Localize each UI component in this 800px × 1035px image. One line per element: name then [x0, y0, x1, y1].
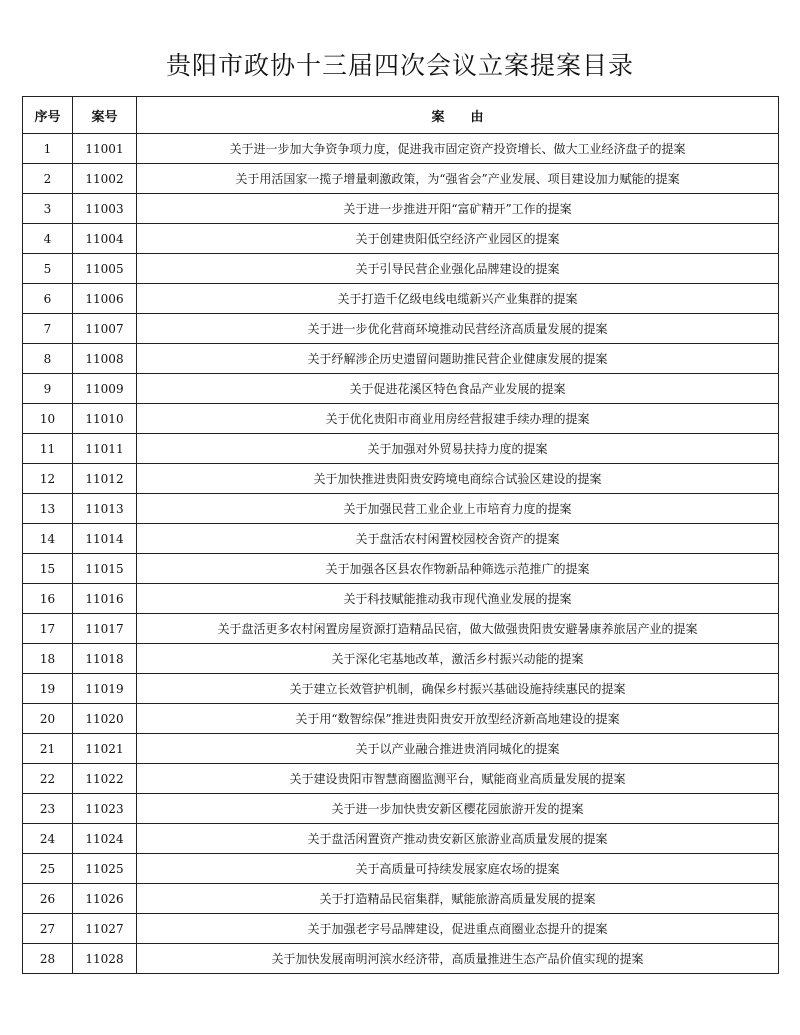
row-seq: 16 [23, 584, 73, 614]
row-reason: 关于进一步推进开阳“富矿精开”工作的提案 [137, 194, 779, 224]
row-case-no: 11026 [73, 884, 137, 914]
row-reason: 关于纾解涉企历史遗留问题助推民营企业健康发展的提案 [137, 344, 779, 374]
table-row [23, 404, 779, 434]
table-row [23, 854, 779, 884]
row-seq: 23 [23, 794, 73, 824]
row-seq: 24 [23, 824, 73, 854]
row-case-no: 11002 [73, 164, 137, 194]
table-row [23, 644, 779, 674]
row-case-no: 11009 [73, 374, 137, 404]
row-reason: 关于加快发展南明河滨水经济带，高质量推进生态产品价值实现的提案 [137, 944, 779, 974]
row-seq: 27 [23, 914, 73, 944]
row-reason: 关于加强各区县农作物新品种筛选示范推广的提案 [137, 554, 779, 584]
table-row [23, 824, 779, 854]
row-seq: 11 [23, 434, 73, 464]
row-reason: 关于优化贵阳市商业用房经营报建手续办理的提案 [137, 404, 779, 434]
row-reason: 关于创建贵阳低空经济产业园区的提案 [137, 224, 779, 254]
row-reason: 关于进一步加大争资争项力度，促进我市固定资产投资增长、做大工业经济盘子的提案 [137, 134, 779, 164]
row-case-no: 11008 [73, 344, 137, 374]
row-case-no: 11012 [73, 464, 137, 494]
row-seq: 26 [23, 884, 73, 914]
table-row [23, 674, 779, 704]
row-reason: 关于打造千亿级电线电缆新兴产业集群的提案 [137, 284, 779, 314]
row-seq: 12 [23, 464, 73, 494]
row-seq: 28 [23, 944, 73, 974]
row-case-no: 11019 [73, 674, 137, 704]
table-row [23, 584, 779, 614]
row-case-no: 11025 [73, 854, 137, 884]
row-reason: 关于用“数智综保”推进贵阳贵安开放型经济新高地建设的提案 [137, 704, 779, 734]
row-reason: 关于高质量可持续发展家庭农场的提案 [137, 854, 779, 884]
row-seq: 18 [23, 644, 73, 674]
proposal-catalog-table [22, 96, 779, 974]
table-row [23, 554, 779, 584]
row-seq: 14 [23, 524, 73, 554]
row-case-no: 11014 [73, 524, 137, 554]
row-reason: 关于引导民营企业强化品牌建设的提案 [137, 254, 779, 284]
row-reason: 关于加强对外贸易扶持力度的提案 [137, 434, 779, 464]
row-case-no: 11022 [73, 764, 137, 794]
header-reason-label: 案由 [431, 109, 510, 125]
row-case-no: 11005 [73, 254, 137, 284]
row-reason: 关于用活国家一揽子增量刺激政策，为“强省会”产业发展、项目建设加力赋能的提案 [137, 164, 779, 194]
table-row [23, 164, 779, 194]
row-case-no: 11021 [73, 734, 137, 764]
row-case-no: 11010 [73, 404, 137, 434]
table-row [23, 374, 779, 404]
table-row [23, 494, 779, 524]
row-reason: 关于以产业融合推进贵消同城化的提案 [137, 734, 779, 764]
row-seq: 8 [23, 344, 73, 374]
row-reason: 关于建立长效管护机制，确保乡村振兴基础设施持续惠民的提案 [137, 674, 779, 704]
row-reason: 关于科技赋能推动我市现代渔业发展的提案 [137, 584, 779, 614]
table-row [23, 914, 779, 944]
row-seq: 15 [23, 554, 73, 584]
row-case-no: 11006 [73, 284, 137, 314]
row-reason: 关于打造精品民宿集群，赋能旅游高质量发展的提案 [137, 884, 779, 914]
row-case-no: 11017 [73, 614, 137, 644]
table-body [23, 134, 779, 974]
table-row [23, 434, 779, 464]
table-row [23, 254, 779, 284]
table-row [23, 884, 779, 914]
row-case-no: 11028 [73, 944, 137, 974]
table-row [23, 314, 779, 344]
row-reason: 关于盘活农村闲置校园校舍资产的提案 [137, 524, 779, 554]
table-row [23, 344, 779, 374]
row-seq: 6 [23, 284, 73, 314]
document-title: 贵阳市政协十三届四次会议立案提案目录 [165, 51, 634, 80]
row-reason: 关于盘活更多农村闲置房屋资源打造精品民宿，做大做强贵阳贵安避暑康养旅居产业的提案 [137, 614, 779, 644]
row-reason: 关于进一步加快贵安新区樱花园旅游开发的提案 [137, 794, 779, 824]
row-reason: 关于加快推进贵阳贵安跨境电商综合试验区建设的提案 [137, 464, 779, 494]
row-seq: 19 [23, 674, 73, 704]
row-reason: 关于深化宅基地改革，激活乡村振兴动能的提案 [137, 644, 779, 674]
row-case-no: 11007 [73, 314, 137, 344]
row-seq: 22 [23, 764, 73, 794]
row-case-no: 11016 [73, 584, 137, 614]
row-seq: 1 [23, 134, 73, 164]
row-reason: 关于进一步优化营商环境推动民营经济高质量发展的提案 [137, 314, 779, 344]
row-seq: 9 [23, 374, 73, 404]
row-case-no: 11023 [73, 794, 137, 824]
row-reason: 关于建设贵阳市智慧商圈监测平台，赋能商业高质量发展的提案 [137, 764, 779, 794]
row-case-no: 11015 [73, 554, 137, 584]
row-case-no: 11001 [73, 134, 137, 164]
row-seq: 3 [23, 194, 73, 224]
row-seq: 10 [23, 404, 73, 434]
row-seq: 25 [23, 854, 73, 884]
table-row [23, 734, 779, 764]
table-row [23, 224, 779, 254]
table-row [23, 194, 779, 224]
header-seq: 序号 [23, 97, 73, 134]
table-row [23, 794, 779, 824]
row-case-no: 11018 [73, 644, 137, 674]
row-seq: 20 [23, 704, 73, 734]
row-case-no: 11004 [73, 224, 137, 254]
row-reason: 关于加强老字号品牌建设，促进重点商圈业态提升的提案 [137, 914, 779, 944]
row-seq: 17 [23, 614, 73, 644]
table-header-row [23, 97, 779, 134]
row-case-no: 11003 [73, 194, 137, 224]
row-reason: 关于加强民营工业企业上市培育力度的提案 [137, 494, 779, 524]
table-row [23, 464, 779, 494]
row-case-no: 11027 [73, 914, 137, 944]
table-row [23, 284, 779, 314]
row-seq: 5 [23, 254, 73, 284]
row-reason: 关于盘活闲置资产推动贵安新区旅游业高质量发展的提案 [137, 824, 779, 854]
header-reason [137, 97, 779, 134]
row-seq: 2 [23, 164, 73, 194]
row-seq: 7 [23, 314, 73, 344]
table-row [23, 764, 779, 794]
row-seq: 13 [23, 494, 73, 524]
table-row [23, 134, 779, 164]
table-row [23, 704, 779, 734]
row-case-no: 11020 [73, 704, 137, 734]
row-case-no: 11024 [73, 824, 137, 854]
row-reason: 关于促进花溪区特色食品产业发展的提案 [137, 374, 779, 404]
row-seq: 21 [23, 734, 73, 764]
row-case-no: 11011 [73, 434, 137, 464]
table-row [23, 614, 779, 644]
table-row [23, 944, 779, 974]
row-case-no: 11013 [73, 494, 137, 524]
table-row [23, 524, 779, 554]
header-case-no: 案号 [73, 97, 137, 134]
row-seq: 4 [23, 224, 73, 254]
